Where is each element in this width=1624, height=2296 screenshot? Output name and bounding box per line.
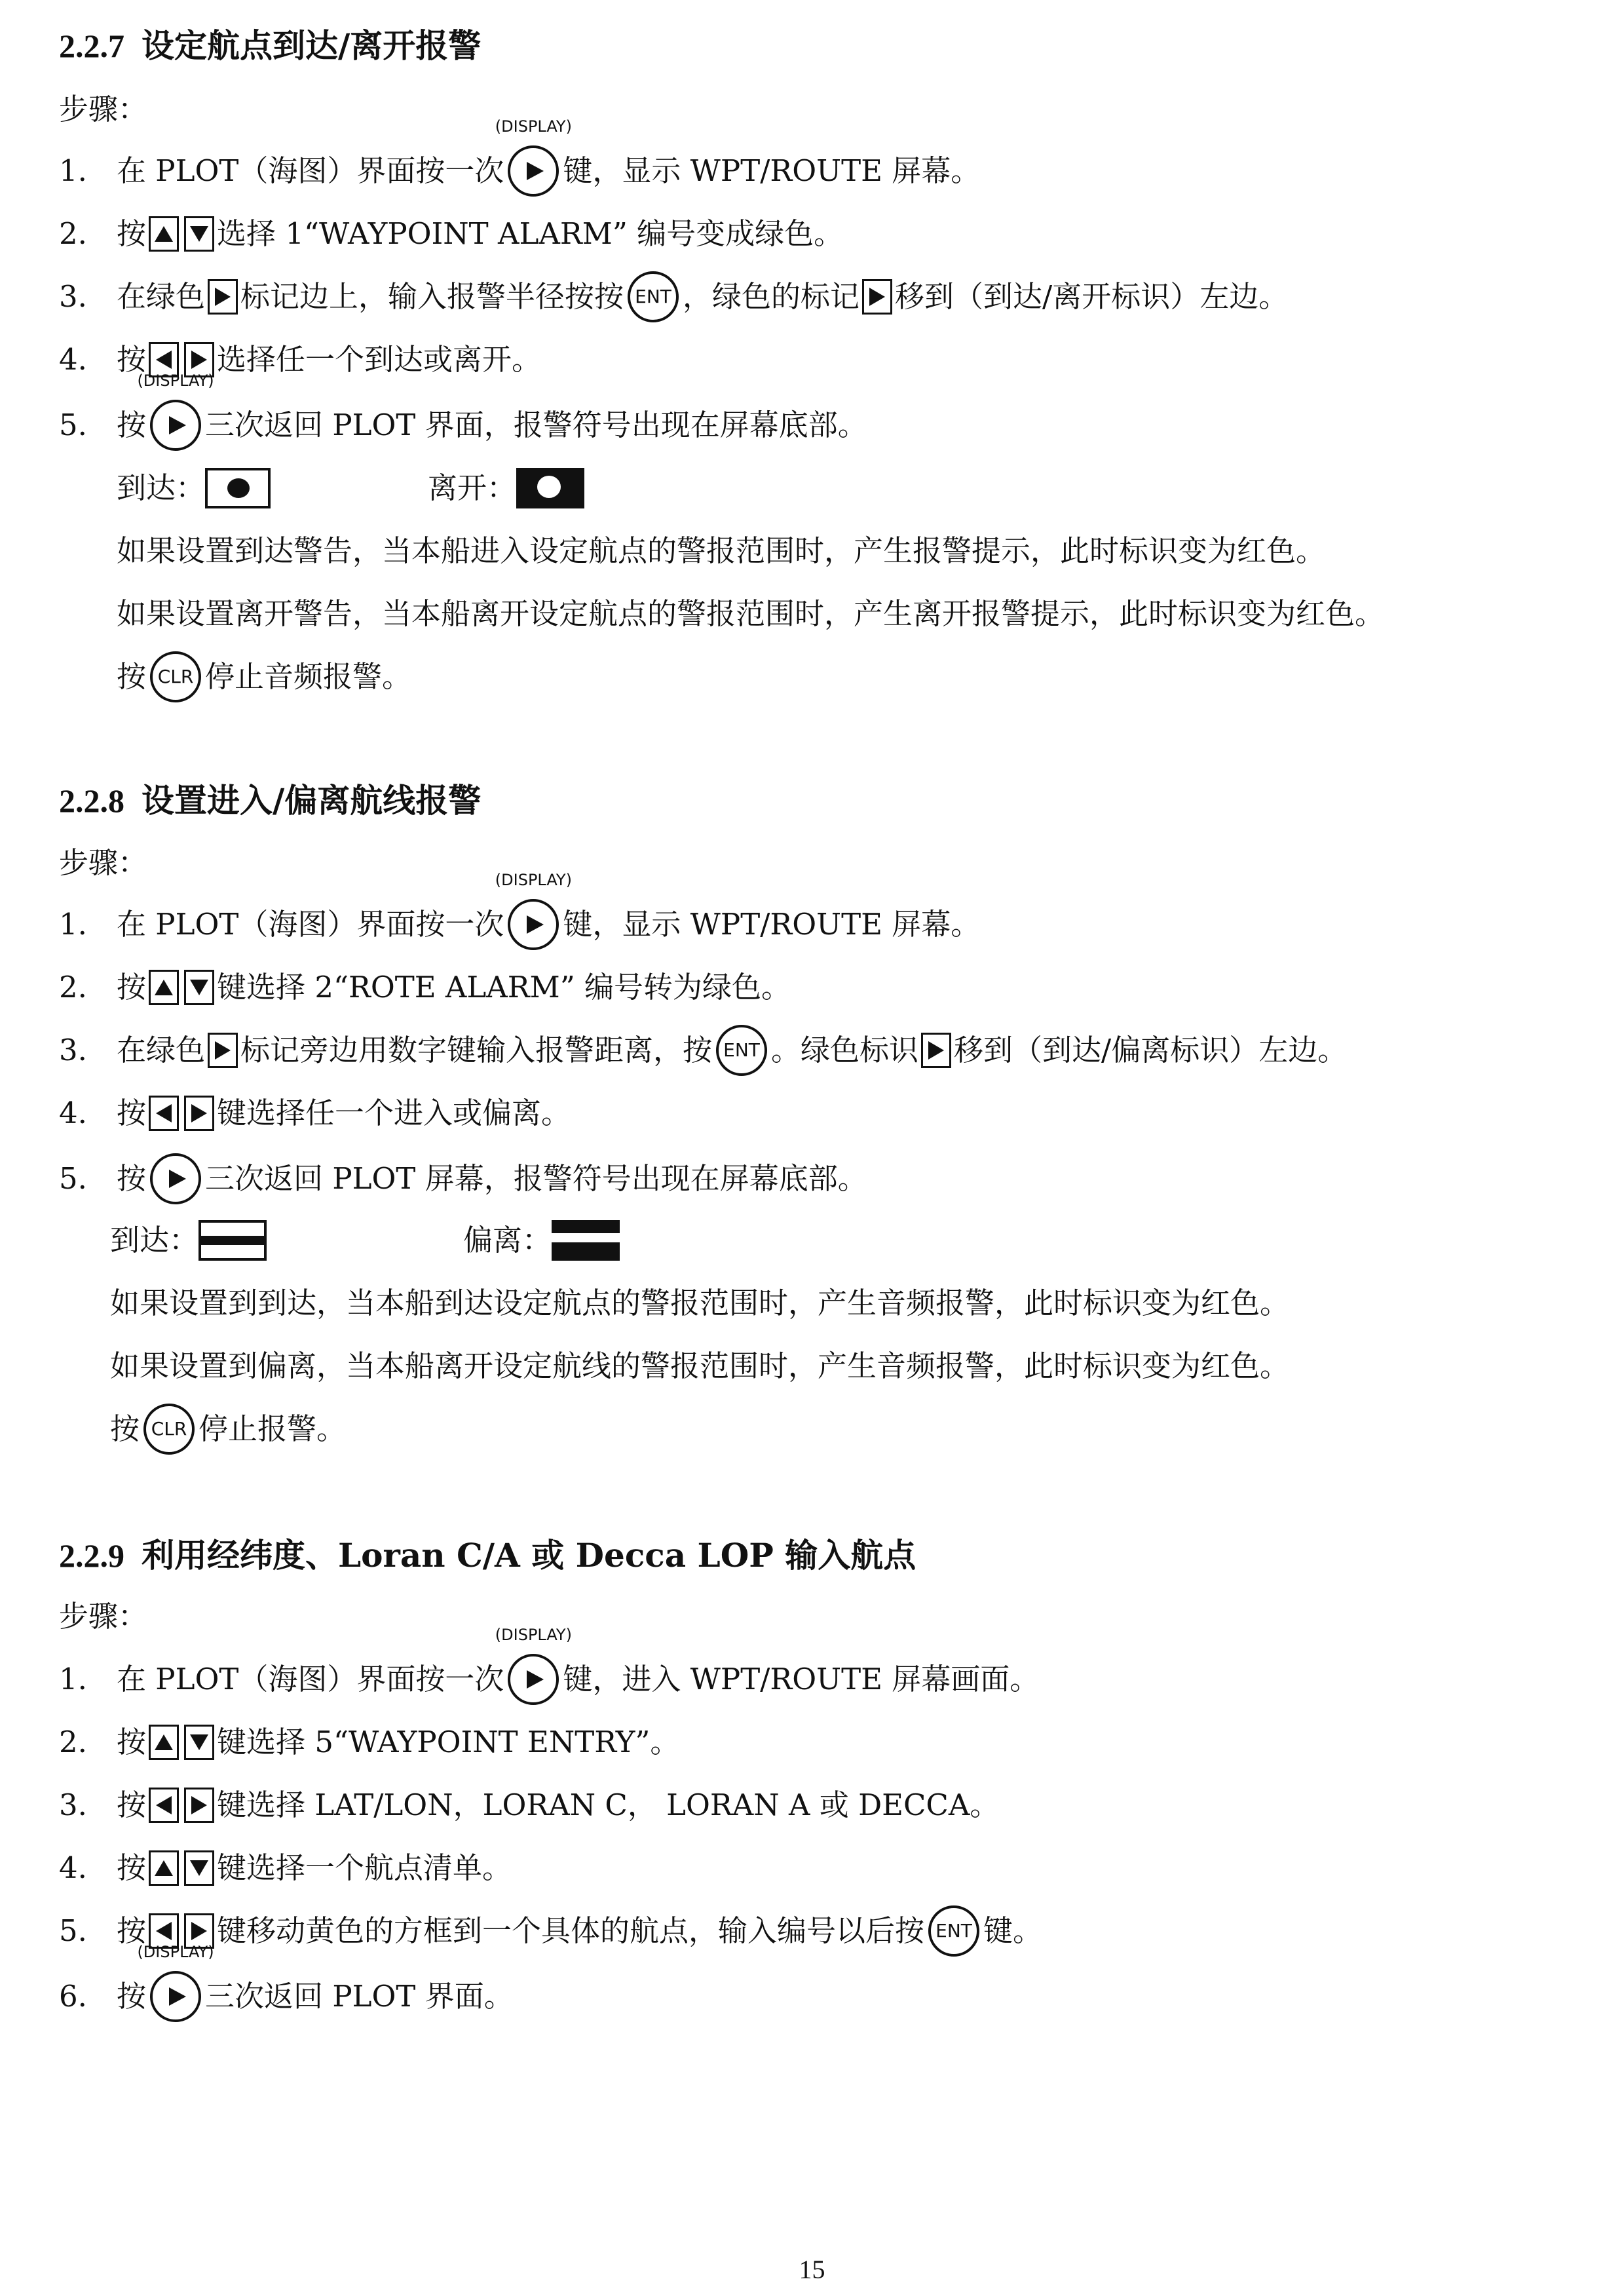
ent-key-icon: ENT: [928, 1905, 979, 1957]
right-marker-icon: [208, 1033, 238, 1068]
section-title: 设置进入/偏离航线报警: [142, 781, 482, 820]
step-4: 4. 按 键选择任一个进入或偏离。: [59, 1096, 571, 1130]
note-arrival: 如果设置到到达，当本船到达设定航点的警报范围时，产生音频报警，此时标识变为红色。: [110, 1286, 1290, 1320]
step-2: 2. 按 键选择 5“WAYPOINT ENTRY”。: [59, 1725, 680, 1759]
right-arrow-key-icon: [184, 1096, 214, 1131]
down-arrow-key-icon: [184, 970, 214, 1005]
alarm-symbols: 到达： 离开：: [117, 465, 584, 511]
left-arrow-key-icon: [149, 1788, 179, 1823]
up-arrow-key-icon: [149, 970, 179, 1005]
section-number: 2.2.8: [59, 782, 124, 819]
departure-alarm-icon: [516, 468, 584, 508]
note-off-course: 如果设置到偏离，当本船离开设定航线的警报范围时，产生音频报警，此时标识变为红色。: [110, 1349, 1290, 1383]
step-5: 5. 按 三次返回 PLOT 屏幕，报警符号出现在屏幕底部。: [59, 1156, 867, 1202]
clr-key-icon: CLR: [150, 651, 201, 702]
step-1: 1. 在 PLOT（海图）界面按一次 (DISPLAY) 键，显示 WPT/ROUTE 屏幕。: [59, 148, 980, 194]
step-6: 6. 按 (DISPLAY) 三次返回 PLOT 界面。: [59, 1974, 514, 2019]
right-marker-icon: [862, 279, 892, 315]
step-5: 5. 按 (DISPLAY) 三次返回 PLOT 界面，报警符号出现在屏幕底部。: [59, 402, 867, 448]
clr-key-icon: CLR: [143, 1404, 195, 1455]
display-key-icon: (DISPLAY): [150, 1971, 201, 2022]
up-arrow-key-icon: [149, 216, 179, 252]
page-number: 15: [799, 2255, 825, 2284]
step-2: 2. 按 键选择 2“ROTE ALARM” 编号转为绿色。: [59, 970, 791, 1004]
step-1: 1. 在 PLOT（海图）界面按一次 (DISPLAY) 键，显示 WPT/ROUTE 屏幕。: [59, 902, 980, 947]
step-4: 4. 按 选择任一个到达或离开。: [59, 342, 542, 377]
section-number: 2.2.7: [59, 28, 124, 64]
step-3: 3. 在绿色 标记旁边用数字键输入报警距离，按 ENT 。绿色标识 移到（到达/偏离标识）左边。: [59, 1027, 1347, 1073]
section-number: 2.2.9: [59, 1537, 124, 1574]
step-4: 4. 按 键选择一个航点清单。: [59, 1850, 512, 1885]
step-5: 5. 按 键移动黄色的方框到一个具体的航点，输入编号以后按 ENT 键。: [59, 1908, 1042, 1954]
step-1: 1. 在 PLOT（海图）界面按一次 (DISPLAY) 键，进入 WPT/ROUTE 屏幕画面。: [59, 1656, 1039, 1702]
note-departure: 如果设置离开警告，当本船离开设定航点的警报范围时，产生离开报警提示，此时标识变为红色。: [117, 596, 1385, 631]
section-heading-2-2-9: [59, 1529, 916, 1577]
steps-label: 步骤：: [59, 92, 148, 126]
ent-key-icon: ENT: [628, 271, 679, 322]
arrival-alarm-icon: [205, 468, 271, 508]
section-title: 利用经纬度、Loran C/A 或 Decca LOP 输入航点: [142, 1536, 916, 1575]
section-heading-2-2-7: [59, 20, 481, 67]
down-arrow-key-icon: [184, 1850, 214, 1886]
alarm-symbols: 到达： 偏离：: [110, 1217, 620, 1263]
display-key-icon: [150, 1153, 201, 1204]
up-arrow-key-icon: [149, 1850, 179, 1886]
arrival-route-alarm-icon: [198, 1220, 267, 1261]
step-2: 2. 按 选择 1“WAYPOINT ALARM” 编号变成绿色。: [59, 216, 844, 251]
down-arrow-key-icon: [184, 216, 214, 252]
left-arrow-key-icon: [149, 1096, 179, 1131]
steps-label: 步骤：: [59, 1599, 148, 1634]
right-arrow-key-icon: [184, 1788, 214, 1823]
right-marker-icon: [208, 279, 238, 315]
display-key-icon: (DISPLAY): [508, 1654, 559, 1705]
down-arrow-key-icon: [184, 1725, 214, 1760]
section-heading-2-2-8: [59, 775, 481, 822]
section-title: 设定航点到达/离开报警: [142, 26, 482, 65]
display-key-icon: (DISPLAY): [508, 145, 559, 197]
up-arrow-key-icon: [149, 1725, 179, 1760]
step-3: 3. 在绿色 标记边上，输入报警半径按按 ENT ，绿色的标记 移到（到达/离开标识）左边。: [59, 274, 1288, 320]
off-course-alarm-icon: [552, 1220, 620, 1261]
display-key-icon: (DISPLAY): [508, 899, 559, 950]
note-stop-alarm: 按 CLR 停止音频报警。: [117, 654, 411, 700]
step-3: 3. 按 键选择 LAT/LON，LORAN C， LORAN A 或 DECCA。: [59, 1788, 1000, 1822]
steps-label: 步骤：: [59, 845, 148, 880]
right-marker-icon: [921, 1033, 951, 1068]
note-stop-alarm: 按 CLR 停止报警。: [110, 1406, 346, 1452]
ent-key-icon: ENT: [716, 1025, 767, 1076]
display-key-icon: (DISPLAY): [150, 400, 201, 451]
note-arrival: 如果设置到达警告，当本船进入设定航点的警报范围时，产生报警提示，此时标识变为红色。: [117, 533, 1326, 568]
